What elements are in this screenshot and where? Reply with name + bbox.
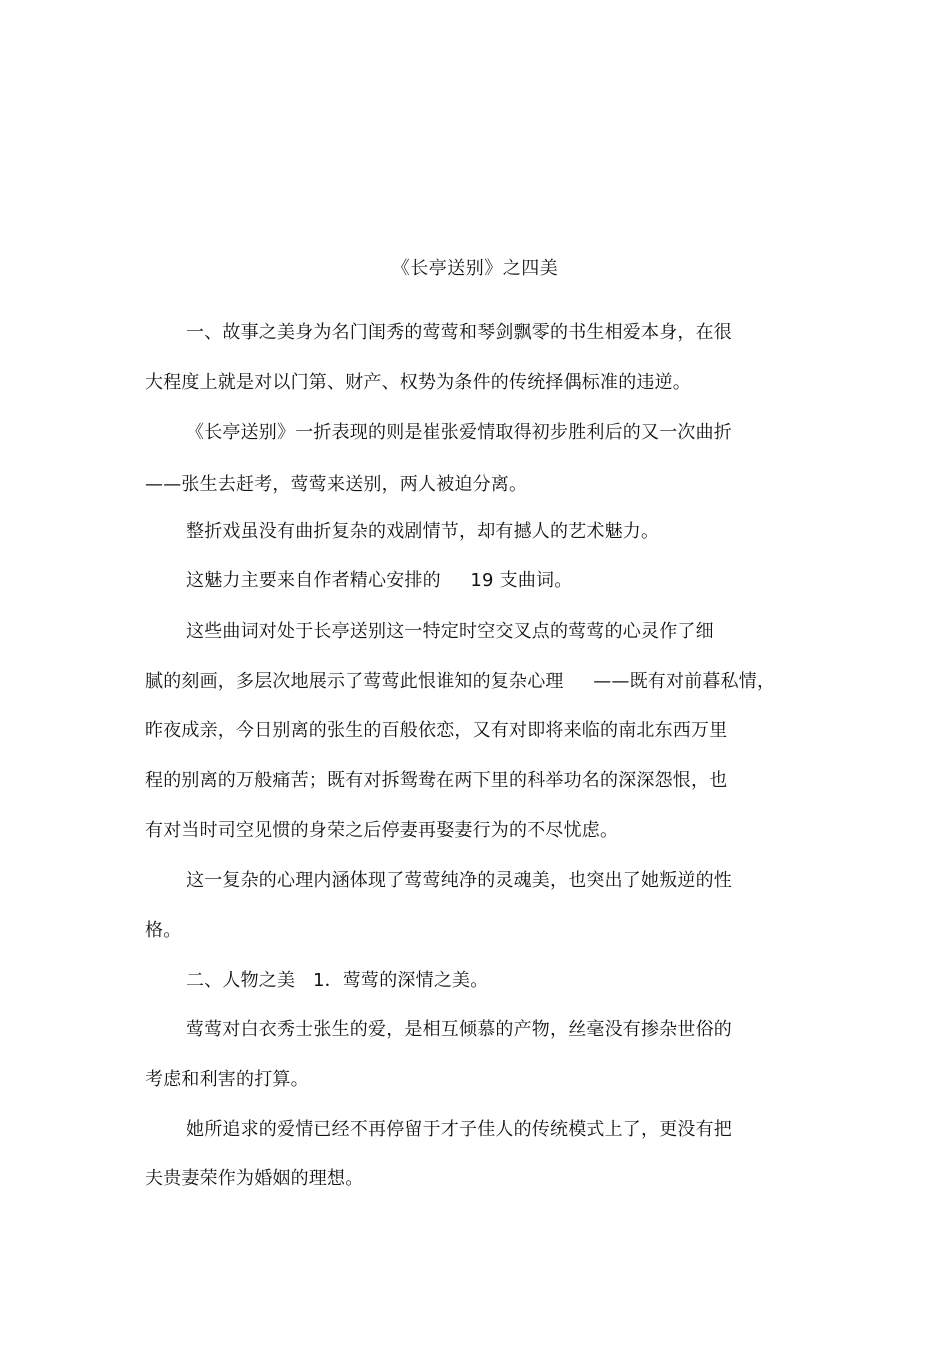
paragraph-line: 有对当时司空见惯的身荣之后停妻再娶妻行为的不尽忧虑。 [145, 820, 619, 841]
paragraph-line: 考虑和利害的打算。 [145, 1069, 309, 1090]
paragraph-line: 一、故事之美身为名门闺秀的莺莺和琴剑飘零的书生相爱本身，在很 [186, 322, 732, 343]
paragraph-line: 程的别离的万般痛苦；既有对拆鸳鸯在两下里的科举功名的深深怨恨，也 [145, 770, 728, 791]
document-title: 《长亭送别》之四美 [391, 258, 559, 279]
section-heading: 二、人物之美 1．莺莺的深情之美。 [186, 970, 489, 991]
paragraph-line: ——张生去赶考，莺莺来送别，两人被迫分离。 [145, 474, 528, 495]
paragraph-line: 莺莺对白衣秀士张生的爱，是相互倾慕的产物，丝毫没有掺杂世俗的 [186, 1019, 732, 1040]
paragraph-line: 这些曲词对处于长亭送别这一特定时空交叉点的莺莺的心灵作了细 [186, 621, 714, 642]
paragraph-line: 《长亭送别》一折表现的则是崔张爱情取得初步胜利后的又一次曲折 [186, 422, 732, 443]
paragraph-line: 昨夜成亲，今日别离的张生的百般依恋，又有对即将来临的南北东西万里 [145, 720, 728, 741]
paragraph-line: 她所追求的爱情已经不再停留于才子佳人的传统模式上了，更没有把 [186, 1119, 732, 1140]
paragraph-line: 腻的刻画，多层次地展示了莺莺此恨谁知的复杂心理 ——既有对前暮私情， [145, 671, 776, 692]
paragraph-line: 整折戏虽没有曲折复杂的戏剧情节，却有撼人的艺术魅力。 [186, 521, 660, 542]
paragraph-line: 格。 [145, 920, 182, 941]
paragraph-line: 大程度上就是对以门第、财产、权势为条件的传统择偶标准的违逆。 [145, 372, 691, 393]
paragraph-line: 这魅力主要来自作者精心安排的 19 支曲词。 [186, 570, 573, 591]
paragraph-line: 夫贵妻荣作为婚姻的理想。 [145, 1168, 364, 1189]
paragraph-line: 这一复杂的心理内涵体现了莺莺纯净的灵魂美，也突出了她叛逆的性 [186, 870, 732, 891]
